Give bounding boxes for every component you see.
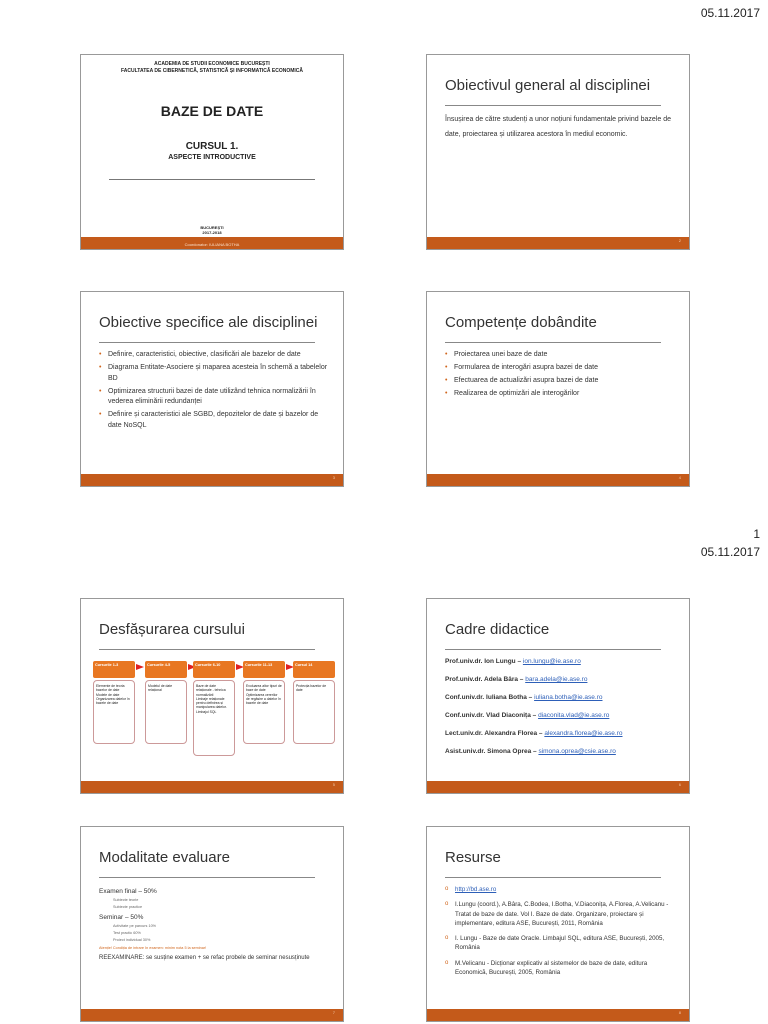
cover-divider (109, 179, 315, 180)
title-divider (99, 877, 315, 878)
resource-link[interactable]: http://bd.ase.ro (455, 886, 497, 893)
step-header: Cursurile 6-10 (193, 661, 235, 678)
page-date: 05.11.2017 (700, 545, 760, 559)
list-item: o M.Velicanu - Dicționar explicativ al sistemelor de baze de date, editura Economică, București, 2005, România (445, 959, 648, 977)
email-link[interactable]: ion.lungu@ie.ase.ro (522, 658, 581, 665)
list-item: • Definire, caracteristici, obiective, clasificări ale bazelor de date (99, 350, 329, 361)
seminar-sub: Activitate pe parcurs 10% (113, 923, 157, 928)
circle-bullet-icon: o (445, 959, 449, 966)
step-header: Cursurile 1-3 (93, 661, 135, 678)
slide-title: Resurse (445, 849, 501, 866)
email-link[interactable]: diaconita.vlad@ie.ase.ro (538, 712, 610, 720)
bullet-icon: • (99, 351, 102, 358)
cover-academy: ACADEMIA DE STUDII ECONOMICE BUCUREȘTI (154, 61, 270, 67)
slide-evaluare (80, 826, 344, 1022)
staff-item: Lect.univ.dr. Alexandra Florea – alexandra.florea@ie.ase.ro (445, 730, 623, 738)
slide-number: 6 (678, 782, 681, 787)
step-box: Protecția bazelor de date (293, 680, 335, 744)
list-item: • Optimizarea structurii bazei de date utilizând tehnica normalizării în vederea eliminării redundanței (99, 387, 316, 406)
step-header: Cursurile 11-13 (243, 661, 285, 678)
cover-subtitle: ASPECTE INTRODUCTIVE (168, 154, 256, 161)
circle-bullet-icon: o (445, 935, 449, 942)
bullet-icon: • (445, 376, 448, 384)
timeline-step (193, 661, 235, 756)
slide-footer-bar (427, 237, 689, 249)
slide-desfasurare (80, 598, 344, 794)
title-divider (445, 877, 661, 878)
list-item: o I.Lungu (coord.), A.Bâra, C.Bodea, I.Botha, V.Diaconița, A.Florea, A.Velicanu - Tratat de baze de date. Vol I. Baze de date. Organizare, proiectare și implementare, editura ASE, București, 2011, România (445, 901, 669, 927)
step-box: Evoluarea altor tipuri de baze de date Optimizarea cererilor de regăsire a datelor în bazele de date (243, 680, 285, 744)
list-item: • Diagrama Entitate-Asociere și maparea acesteia în schemă a tabelelor BD (99, 363, 328, 382)
slide-title: Cadre didactice (445, 621, 550, 638)
step-box: Baze de date relaționale - tehnica normalizării Limbaje relaționale pentru definirea și manipularea datelor. Limbajul SQL (193, 680, 235, 756)
slide-number: 8 (678, 1010, 681, 1015)
list-item (445, 885, 673, 894)
arrow-right-icon (136, 664, 144, 670)
slide-competente (426, 291, 690, 487)
bullet-icon: • (445, 363, 448, 371)
slide-title: Obiective specifice ale disciplinei (99, 314, 318, 331)
slide-title: Desfășurarea cursului (99, 621, 245, 638)
email-link[interactable]: alexandra.florea@ie.ase.ro (544, 730, 623, 738)
seminar-heading: Seminar – 50% (99, 913, 144, 921)
timeline-step (293, 661, 335, 744)
slide-cover (80, 54, 344, 250)
list-item: • Efectuarea de actualizări asupra bazei de date (445, 376, 675, 387)
bullet-list (99, 350, 329, 434)
page-date: 05.11.2017 (700, 6, 760, 20)
cover-location (81, 225, 343, 235)
bullet-list (445, 350, 675, 401)
course-timeline (93, 661, 333, 747)
exam-sub: Subiecte teorie (113, 898, 139, 903)
title-divider (99, 649, 315, 650)
cover-year: 2017-2018 (202, 230, 222, 236)
slide-obiectiv-general (426, 54, 690, 250)
cover-institution (81, 61, 343, 74)
list-item: • Realizarea de optimizări ale interogărilor (445, 389, 675, 400)
bullet-icon: • (445, 389, 448, 397)
cover-city: BUCUREȘTI (200, 225, 224, 230)
step-box: Modelul de date relațional (145, 680, 187, 744)
evaluation-details (99, 885, 329, 962)
title-divider (99, 342, 315, 343)
bullet-icon: • (445, 351, 448, 358)
list-item: o I. Lungu - Baze de date Oracle. Limbajul SQL, editura ASE, București, 2005, România (445, 935, 665, 952)
circle-bullet-icon: o (445, 886, 449, 892)
circle-bullet-icon: o (445, 901, 449, 908)
email-link[interactable]: iuliana.botha@ie.ase.ro (534, 694, 603, 702)
staff-item: Asist.univ.dr. Simona Oprea – simona.oprea@csie.ase.ro (445, 748, 616, 756)
slide-number: 4 (678, 475, 681, 480)
slide-footer-bar (81, 474, 343, 486)
bullet-icon: • (99, 411, 102, 419)
slide-number: 7 (332, 1010, 335, 1015)
step-box: Elemente de teoria bazelor de date Modele de date Organizarea datelor în bazele de date (93, 680, 135, 744)
email-link[interactable]: simona.oprea@csie.ase.ro (538, 748, 616, 756)
staff-item: Conf.univ.dr. Iuliana Botha – iuliana.botha@ie.ase.ro (445, 694, 603, 702)
slide-footer-bar (427, 781, 689, 793)
title-divider (445, 649, 661, 650)
staff-list (445, 657, 675, 765)
slide-footer-bar (81, 781, 343, 793)
slide-obiective-specifice (80, 291, 344, 487)
bullet-icon: • (99, 363, 102, 371)
slide-number: 2 (678, 238, 681, 243)
title-divider (445, 105, 661, 106)
cover-course: CURSUL 1. (185, 141, 239, 152)
slide-title: Modalitate evaluare (99, 849, 230, 866)
slide-resurse (426, 826, 690, 1022)
timeline-step (243, 661, 285, 744)
title-divider (445, 342, 661, 343)
exam-heading: Examen final – 50% (99, 888, 157, 895)
slide-footer-bar (427, 474, 689, 486)
slide-number: 3 (332, 475, 335, 480)
warning-note: Atenție! Condiția de intrare în examen: minim nota 5 la seminar! (99, 945, 207, 950)
step-header: Cursurile 4-5 (145, 661, 187, 678)
timeline-step (93, 661, 135, 744)
staff-item: Prof.univ.dr. Ion Lungu – ion.lungu@ie.ase.ro (445, 658, 581, 665)
cover-coordinator: Coordonator: IULIANA BOTHA (184, 242, 240, 247)
staff-item: Prof.univ.dr. Adela Bâra – bara.adela@ie.ase.ro (445, 676, 588, 684)
page-number: 1 (753, 527, 760, 541)
slide-text: Însușirea de către studenți a unor noțiuni fundamentale privind bazele de date, proiectarea și utilizarea acestora în mediul economic. (445, 116, 671, 138)
list-item: • Formularea de interogări asupra bazei de date (445, 363, 675, 374)
seminar-sub: Test practic 60% (113, 931, 141, 936)
list-item: • Proiectarea unei baze de date (445, 350, 675, 361)
exam-sub: Subiecte practice (113, 905, 143, 910)
slide-title: Obiectivul general al disciplinei (445, 77, 651, 94)
staff-item: Conf.univ.dr. Vlad Diaconița – diaconita.vlad@ie.ase.ro (445, 712, 610, 720)
bullet-icon: • (99, 387, 102, 395)
slide-number: 5 (332, 782, 335, 787)
list-item: • Definire și caracteristici ale SGBD, depozitelor de date și bazelor de date NoSQL (99, 411, 319, 430)
resource-list (445, 885, 673, 983)
cover-title: BAZE DE DATE (160, 103, 264, 119)
timeline-step (145, 661, 187, 744)
reexam-note: REEXAMINARE: se susține examen + se refac probele de seminar nesusținute (99, 955, 310, 962)
cover-faculty: FACULTATEA DE CIBERNETICĂ, STATISTICĂ ȘI INFORMATICĂ ECONOMICĂ (120, 67, 304, 74)
slide-footer-bar (427, 1009, 689, 1021)
seminar-sub: Proiect individual 30% (113, 938, 151, 943)
step-header: Cursul 14 (293, 661, 335, 678)
email-link[interactable]: bara.adela@ie.ase.ro (525, 676, 588, 684)
slide-title: Competențe dobândite (445, 314, 597, 331)
slide-footer-bar (81, 237, 343, 249)
slide-cadre-didactice (426, 598, 690, 794)
slide-footer-bar (81, 1009, 343, 1021)
